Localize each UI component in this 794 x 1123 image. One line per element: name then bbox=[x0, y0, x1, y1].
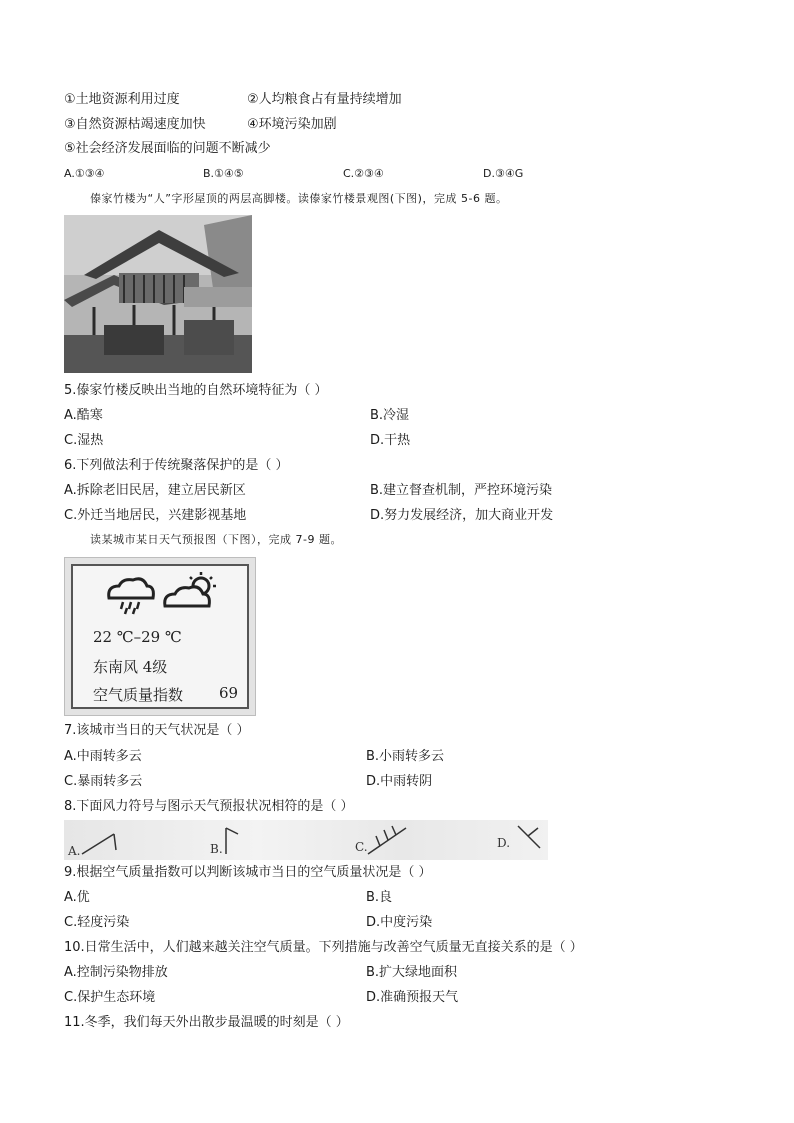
q9-choice-c: C.轻度污染 bbox=[64, 915, 130, 930]
q10-choice-c: C.保护生态环境 bbox=[64, 990, 156, 1005]
q6-stem: 6.下列做法利于传统聚落保护的是（ ） bbox=[64, 458, 289, 473]
q7-choice-b: B.小雨转多云 bbox=[366, 749, 445, 764]
q7-choice-a: A.中雨转多云 bbox=[64, 749, 142, 764]
q7-stem: 7.该城市当日的天气状况是（ ） bbox=[64, 723, 250, 738]
wind-symbol-strip bbox=[64, 820, 548, 860]
q8-choice-d: D. bbox=[497, 836, 511, 850]
q8-choice-c: C. bbox=[355, 840, 368, 854]
q8-choice-b: B. bbox=[210, 842, 223, 856]
wind-symbol-b bbox=[222, 824, 252, 856]
q5-choice-c: C.湿热 bbox=[64, 433, 104, 448]
rain-cloud-icon bbox=[103, 576, 157, 616]
q8-choice-a: A. bbox=[68, 844, 81, 858]
q6-choice-d: D.努力发展经济，加大商业开发 bbox=[370, 508, 554, 523]
wind-symbol-a bbox=[80, 826, 120, 856]
q5-choice-a: A.酷寒 bbox=[64, 408, 103, 423]
aqi-value: 69 bbox=[219, 684, 239, 702]
option-2: ②人均粮食占有量持续增加 bbox=[247, 92, 402, 107]
q10-choice-b: B.扩大绿地面积 bbox=[366, 965, 458, 980]
q7-choice-c: C.暴雨转多云 bbox=[64, 774, 143, 789]
option-3: ③自然资源枯竭速度加快 bbox=[64, 117, 206, 132]
q6-choice-a: A.拆除老旧民居，建立居民新区 bbox=[64, 483, 246, 498]
q6-choice-b: B.建立督查机制，严控环境污染 bbox=[370, 483, 553, 498]
q9-choice-b: B.良 bbox=[366, 890, 393, 905]
wind-info: 东南风 4级 bbox=[93, 658, 168, 676]
wind-symbol-d bbox=[514, 822, 546, 856]
q9-choice-a: A.优 bbox=[64, 890, 90, 905]
q4-choice-a: A.①③④ bbox=[64, 167, 105, 180]
wind-symbol-c bbox=[366, 824, 412, 858]
intro-7-9: 读某城市某日天气预报图（下图），完成 7-9 题。 bbox=[90, 533, 342, 546]
weather-forecast-card bbox=[64, 557, 256, 716]
q11-stem: 11.冬季，我们每天外出散步最温暖的时刻是（ ） bbox=[64, 1015, 349, 1030]
q10-choice-d: D.准确预报天气 bbox=[366, 990, 459, 1005]
q8-stem: 8.下面风力符号与图示天气预报状况相符的是（ ） bbox=[64, 799, 354, 814]
q5-choice-d: D.干热 bbox=[370, 433, 411, 448]
intro-5-6: 傣家竹楼为“人”字形屋顶的两层高脚楼。读傣家竹楼景观图(下图)，完成 5-6 题。 bbox=[90, 192, 508, 205]
bamboo-house-photo bbox=[64, 215, 252, 373]
q10-stem: 10.日常生活中，人们越来越关注空气质量。下列措施与改善空气质量无直接关系的是（ ） bbox=[64, 940, 583, 955]
q5-stem: 5.傣家竹楼反映出当地的自然环境特征为（ ） bbox=[64, 383, 328, 398]
q4-choice-d: D.③④G bbox=[483, 167, 524, 180]
q4-choice-b: B.①④⑤ bbox=[203, 167, 244, 180]
temperature-range: 22 ℃–29 ℃ bbox=[93, 628, 182, 646]
partly-cloudy-icon bbox=[161, 572, 221, 612]
option-5: ⑤社会经济发展面临的问题不断减少 bbox=[64, 141, 271, 156]
aqi-label: 空气质量指数 bbox=[93, 686, 184, 704]
q10-choice-a: A.控制污染物排放 bbox=[64, 965, 168, 980]
q9-stem: 9.根据空气质量指数可以判断该城市当日的空气质量状况是（ ） bbox=[64, 865, 432, 880]
q9-choice-d: D.中度污染 bbox=[366, 915, 433, 930]
q7-choice-d: D.中雨转阴 bbox=[366, 774, 433, 789]
q6-choice-c: C.外迁当地居民，兴建影视基地 bbox=[64, 508, 247, 523]
q4-choice-c: C.②③④ bbox=[343, 167, 384, 180]
q5-choice-b: B.冷湿 bbox=[370, 408, 410, 423]
option-4: ④环境污染加剧 bbox=[247, 117, 337, 132]
option-1: ①土地资源利用过度 bbox=[64, 92, 180, 107]
